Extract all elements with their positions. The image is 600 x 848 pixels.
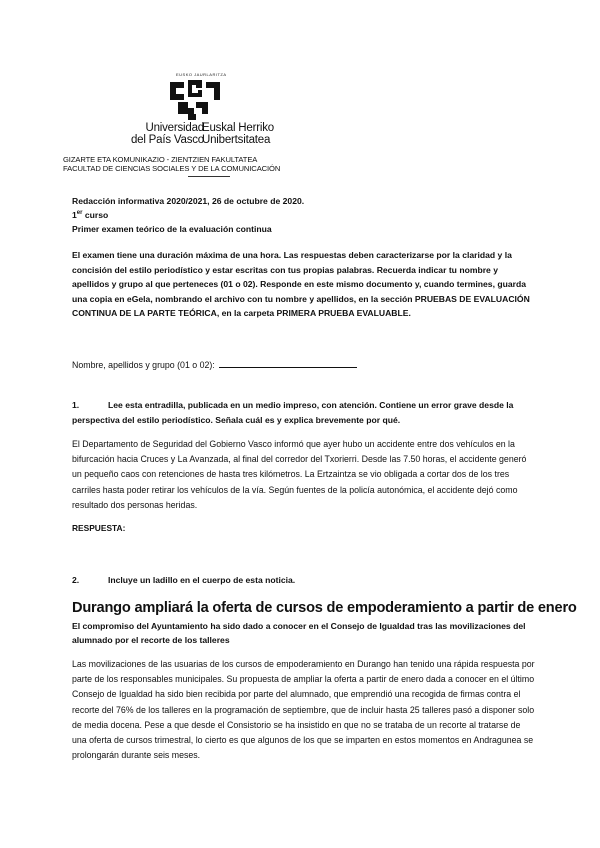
- name-field-row: [72, 358, 357, 370]
- logo-top-text: EUSKO JAURLARITZA: [176, 72, 227, 77]
- news-body: Las movilizaciones de las usuarias de los cursos de empoderamiento en Durango han tenido una rápida respuesta por parte de los responsables municipales. Su propuesta de ampliar la oferta a partir de enero dada a conocer en el último Consejo de Igualdad ha sido bien recibida por parte del alumnado, que emprendió una recogida de firmas contra el recorte del 76% de los talleres en la programación de septiembre, que de incluir hasta 25 talleres pasó a disponer solo de media docena. Pese a que desde el Consistorio se ha insistido en que no se trataba de un recorte al tratarse de una oferta de cursos trimestral, lo cierto es que algunos de los que se imparten en estos momentos en Andragunea se prolongarán durante seis meses.: [72, 659, 535, 761]
- exam-name: Primer examen teórico de la evaluación continua: [72, 224, 272, 234]
- question-2-number: 2.: [72, 575, 80, 585]
- name-input-line[interactable]: [219, 358, 357, 368]
- instructions-paragraph: El examen tiene una duración máxima de una hora. Las respuestas deben caracterizarse por la claridad y la concisión del estilo periodístico y estar escritas con tus propias palabras. Recuerda indicar tu nombre y apellidos y grupo al que perteneces (01 o 02). Responde en este mismo documento y, cuando termines, guarda una copia en eGela, nombrando el archivo con tu nombre y apellidos, en la sección PRUEBAS DE EVALUACIÓN CONTINUA DE LA PARTE TEÓRICA, en la carpeta PRIMERA PRUEBA EVALUABLE.: [72, 250, 530, 319]
- news-headline: Durango ampliará la oferta de cursos de empoderamiento a partir de enero: [72, 600, 577, 616]
- question-1-text: Lee esta entradilla, publicada en un medio impreso, con atención. Contiene un error grave desde la perspectiva del estilo periodístico. Señala cuál es y explica brevemente por qué.: [72, 400, 514, 425]
- university-logo: [63, 72, 360, 192]
- question-2-text: Incluye un ladillo en el cuerpo de esta noticia.: [108, 575, 296, 585]
- university-name-eu: Euskal Herriko Unibertsitatea: [202, 122, 274, 146]
- news-lead-paragraph: El Departamento de Seguridad del Gobierno Vasco informó que ayer hubo un accidente entre dos vehículos en la bifurcación hacia Cruces y La Avanzada, al final del corredor del Txorierri. Desde las 7.50 horas, el accidente generó un pequeño caos con retenciones de hasta tres kilómetros. La Ertzaintza se vio obligada a cortar dos de los tres carriles hasta poder retirar los vehículos de la vía. Según fuentes de la policía autonómica, el accidente dejó como resultado dos personas heridas.: [72, 439, 527, 510]
- question-1-number: 1.: [72, 400, 80, 410]
- faculty-name-eu: GIZARTE ETA KOMUNIKAZIO - ZIENTZIEN FAKULTATEA: [63, 155, 258, 164]
- faculty-divider: [188, 176, 230, 177]
- faculty-name-es: FACULTAD DE CIENCIAS SOCIALES Y DE LA COMUNICACIÓN: [63, 164, 281, 173]
- response-label: RESPUESTA:: [72, 523, 126, 533]
- course-line: 1er curso: [72, 210, 109, 220]
- news-subheadline: El compromiso del Ayuntamiento ha sido dado a conocer en el Consejo de Igualdad tras las movilizaciones del alumnado por el recorte de los talleres: [72, 621, 526, 645]
- upv-ehu-emblem-icon: [164, 78, 226, 120]
- name-field-label: Nombre, apellidos y grupo (01 o 02):: [72, 360, 215, 370]
- document-title: Redacción informativa 2020/2021, 26 de octubre de 2020.: [72, 196, 305, 206]
- question-1: [72, 398, 534, 428]
- folder-name: PRIMERA PRUEBA EVALUABLE.: [276, 308, 411, 319]
- university-name-es: Universidad del País Vasco: [130, 122, 204, 146]
- section-name: PRUEBAS DE EVALUACIÓN CONTINUA DE LA PARTE TEÓRICA: [72, 293, 530, 319]
- question-2: [72, 575, 295, 585]
